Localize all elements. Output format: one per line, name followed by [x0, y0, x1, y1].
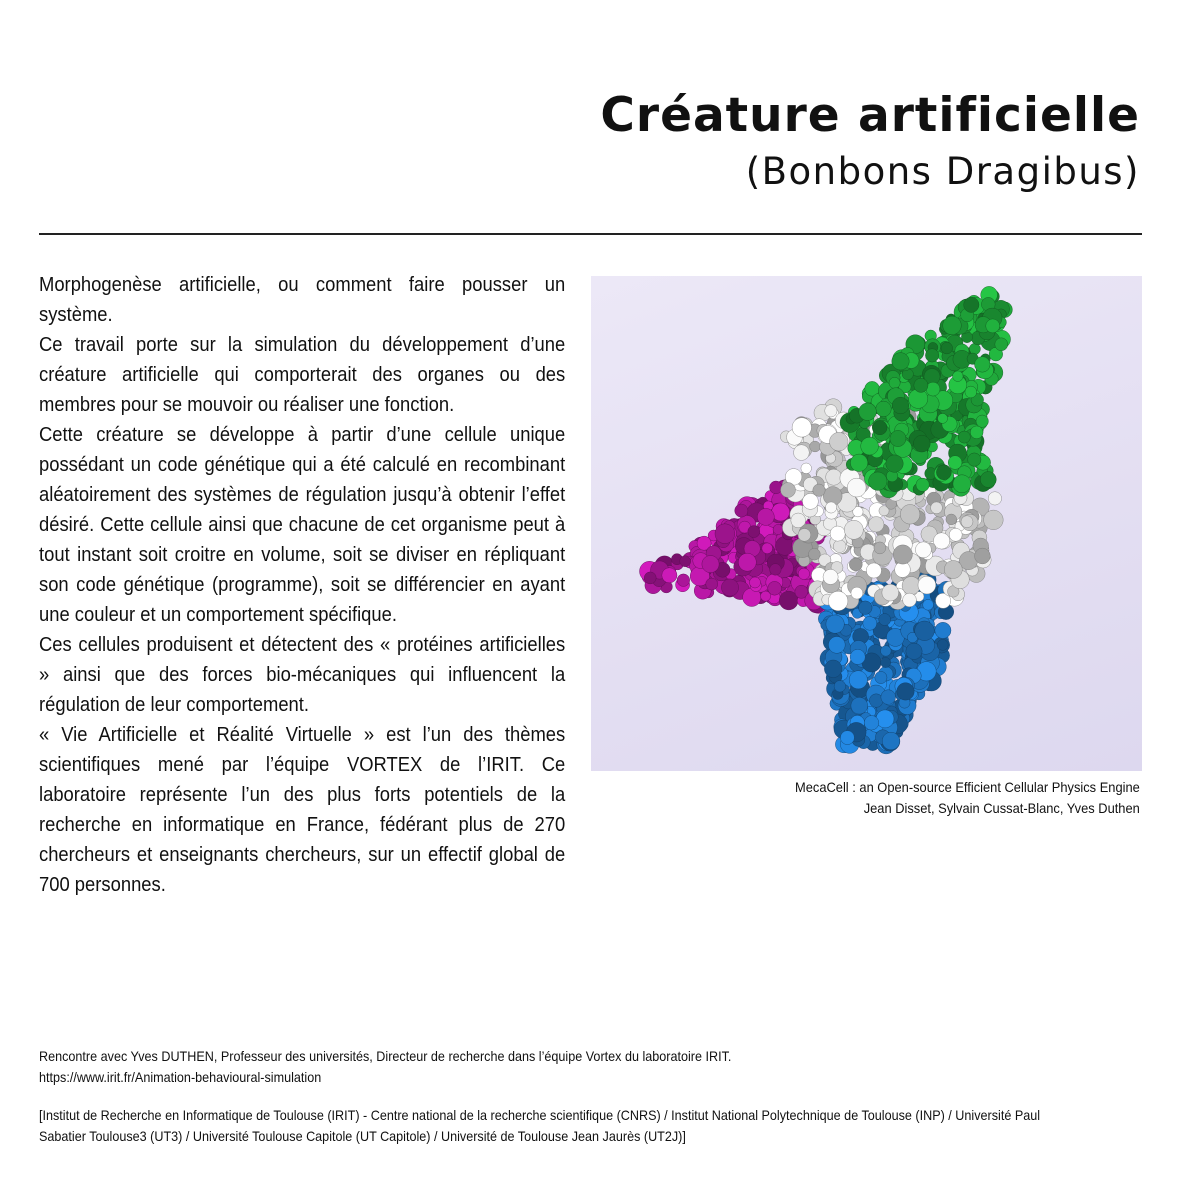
cell [748, 526, 760, 538]
paragraph: « Vie Artificielle et Réalité Virtuelle » est l’un des thèmes scientifiques mené par l’équipe VORTEX de l’IRIT. Ce laboratoire représente l’un des plus forts potentiels de la recherche en informatique en France, fédérant plus de 270 chercheurs et enseignants chercheurs, sur un effectif global de 700 personnes. [39, 724, 566, 896]
cell [750, 577, 761, 588]
body-text [39, 270, 565, 900]
cell [680, 556, 691, 567]
cell [882, 584, 899, 601]
page-subtitle: (Bonbons Dragibus) [745, 150, 1140, 193]
cell [975, 548, 991, 564]
cell [906, 643, 922, 659]
cell [889, 377, 900, 388]
cell [876, 401, 892, 417]
paragraph: Ces cellules produisent et détectent des « protéines artificielles » ainsi que des forces bio-mécaniques qui influencent la régulation de leur comportement. [39, 634, 566, 716]
cell [825, 405, 837, 417]
cell [826, 615, 844, 633]
cell [949, 528, 962, 541]
cell [875, 671, 887, 683]
cell [881, 657, 891, 667]
cell [915, 621, 935, 641]
cell [826, 502, 837, 513]
cell [881, 690, 896, 705]
cell [715, 524, 735, 544]
cell [918, 576, 936, 594]
cell [915, 542, 931, 558]
cell [844, 520, 863, 539]
cell [781, 483, 796, 498]
cell [813, 484, 825, 496]
cell [890, 430, 906, 446]
cell [833, 540, 846, 553]
cell [946, 514, 957, 525]
cell [897, 683, 914, 700]
cell [859, 403, 877, 421]
footer-institutions-cont: Sabatier Toulouse3 (UT3) / Université Toulouse Capitole (UT Capitole) / Université de Toulouse Jean Jaurès (UT2J)] [39, 1128, 686, 1144]
cell [792, 418, 811, 437]
cell [893, 545, 912, 564]
cell [902, 577, 920, 595]
paragraph: Cette créature se développe à partir d’une cellule unique possédant un code génétique qui a été calculé en recombinant aléatoirement des systèmes de régulation jusqu’à obtenir l’effet désiré. Cette cellule ainsi que chacune de cet organisme peut à tout instant soit croitre en volume, soit se diviser en répliquant son code génétique (programme), soit se différencier en ayant une couleur et un comportement spécifique. [39, 424, 566, 626]
cell [970, 426, 983, 439]
cell [849, 558, 862, 571]
cell [798, 568, 809, 579]
cell [931, 502, 943, 514]
cell [868, 517, 884, 533]
cell [677, 574, 690, 587]
cell [869, 472, 887, 490]
cell [936, 465, 951, 480]
cell [984, 510, 1004, 530]
cell [965, 386, 977, 398]
paragraph: Morphogenèse artificielle, ou comment faire pousser un système. [39, 274, 566, 326]
cell [834, 681, 846, 693]
cell [995, 338, 1008, 351]
cell [953, 371, 964, 382]
cell [916, 478, 929, 491]
figure-caption [795, 777, 1140, 819]
cell [823, 569, 838, 584]
cell [913, 435, 930, 452]
cell [770, 564, 782, 576]
cell [900, 505, 920, 525]
cell [810, 441, 821, 452]
cell [851, 697, 868, 714]
cell [863, 616, 877, 630]
cell-cluster-image [591, 276, 1142, 771]
cell [738, 553, 756, 571]
cell [948, 456, 962, 470]
cell [873, 420, 887, 434]
cell [964, 297, 979, 312]
cell [849, 671, 867, 689]
cell [824, 660, 842, 678]
cell [881, 646, 892, 657]
cell [923, 599, 934, 610]
cell [975, 357, 991, 373]
caption-title: MecaCell : an Open-source Efficient Cellular Physics Engine [795, 779, 1140, 795]
cell [644, 572, 656, 584]
cell [859, 601, 873, 615]
cell [830, 526, 845, 541]
cell [762, 543, 773, 554]
cell [892, 353, 909, 370]
cell [706, 578, 718, 590]
cell [866, 563, 881, 578]
cell [903, 593, 917, 607]
cell [702, 556, 719, 573]
cell [892, 397, 909, 414]
cell [840, 731, 854, 745]
cell [980, 472, 996, 488]
cell [958, 431, 970, 443]
footer-meeting: Rencontre avec Yves DUTHEN, Professeur des universités, Directeur de recherche dans l’équipe Vortex du laboratoire IRIT. [39, 1048, 732, 1064]
cell [914, 378, 928, 392]
cell [986, 319, 1000, 333]
cell [874, 542, 886, 554]
cell [879, 614, 891, 626]
cell [721, 579, 738, 596]
paragraph: Ce travail porte sur la simulation du développement d’une créature artificielle qui comporterait des organes ou des membres pour se mouvoir ou réaliser une fonction. [39, 334, 566, 416]
cell [828, 637, 845, 654]
cell [826, 469, 842, 485]
cell [850, 454, 867, 471]
cell [935, 622, 951, 638]
cell [988, 492, 1001, 505]
cell [809, 548, 821, 560]
cell [953, 475, 971, 493]
cell [757, 508, 774, 525]
cell [925, 349, 938, 362]
cell [882, 732, 900, 750]
cell [851, 587, 863, 599]
cell [850, 649, 865, 664]
cell [938, 413, 948, 423]
page-title: Créature artificielle [600, 88, 1140, 143]
cell [770, 481, 783, 494]
cell [794, 445, 810, 461]
caption-authors: Jean Disset, Sylvain Cussat-Blanc, Yves Duthen [863, 800, 1140, 816]
cell [943, 316, 962, 335]
cell [735, 504, 748, 517]
cell [864, 716, 879, 731]
cell [976, 415, 988, 427]
cell [830, 432, 849, 451]
cell [801, 463, 812, 474]
cell [941, 342, 953, 354]
cell [944, 561, 962, 579]
cell [847, 478, 866, 497]
cell [828, 591, 848, 611]
footer [39, 1046, 1110, 1147]
cell [961, 516, 973, 528]
creature-illustration [591, 276, 1142, 771]
cell [937, 639, 948, 650]
footer-link: https://www.irit.fr/Animation-behavioural-simulation [39, 1069, 322, 1085]
footer-institutions: [Institut de Recherche en Informatique de Toulouse (IRIT) - Centre national de la recherche scientifique (CNRS) / Institut National Polytechnique de Toulouse (INP) / Université Paul [39, 1107, 1041, 1123]
cell [773, 524, 783, 534]
cell [886, 455, 903, 472]
cell [798, 529, 811, 542]
header-divider [39, 233, 1142, 235]
cell [662, 568, 677, 583]
cell-cluster [640, 286, 1013, 754]
cell [761, 591, 771, 601]
cell [968, 453, 981, 466]
cell [876, 710, 894, 728]
cell [861, 437, 879, 455]
